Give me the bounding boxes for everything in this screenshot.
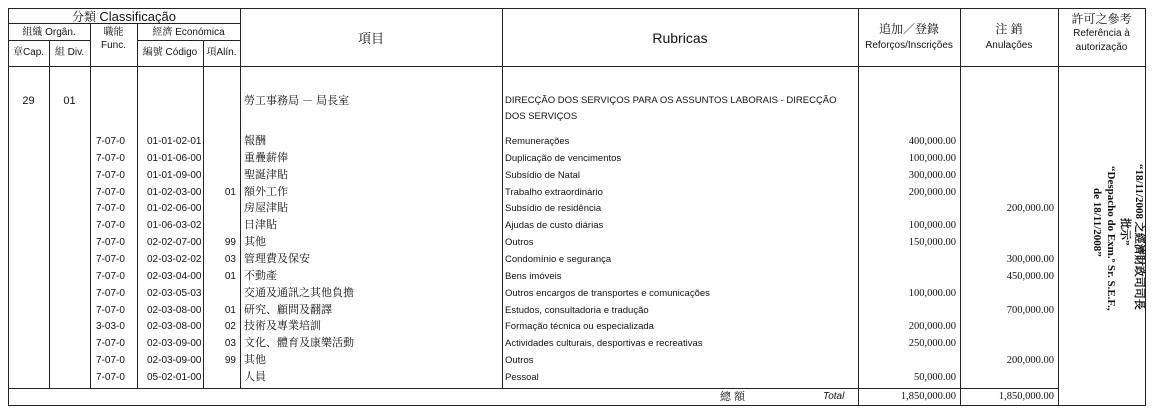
col-rule-item (502, 8, 503, 388)
row-reforco: 150,000.00 (908, 237, 956, 249)
row-func: 7-07-0 (96, 304, 125, 316)
col-rule-rubricas (858, 8, 859, 406)
row-rubrica: Outros (505, 237, 534, 249)
total-label-pt: Total (823, 391, 845, 402)
row-rubrica: Subsídio de Natal (505, 169, 580, 181)
header-func-pt: Func. (100, 40, 126, 51)
header-func-zh: 職能 (103, 27, 124, 38)
row-reforco: 200,000.00 (908, 186, 956, 198)
row-item-zh: 房屋津貼 (244, 202, 288, 215)
row-rubrica: Condomínio e segurança (505, 253, 612, 265)
row-rubrica: Actividades culturais, desportivas e recreativas (505, 338, 703, 350)
row-func: 7-07-0 (96, 203, 125, 215)
header-reforcos-pt: Reforços/Inscrições (865, 40, 953, 51)
row-func: 7-07-0 (96, 355, 125, 367)
row-item-zh: 其他 (244, 236, 266, 249)
row-func: 7-07-0 (96, 287, 125, 299)
table-bottom-border (8, 405, 1146, 406)
section-cap: 29 (22, 95, 35, 107)
row-rubrica: Remunerações (505, 136, 570, 147)
row-func: 7-07-0 (96, 237, 125, 249)
row-func: 7-07-0 (96, 169, 125, 181)
header-economic: 經濟 Económica (152, 27, 225, 38)
header-ref-pt-1: Referência à (1073, 28, 1130, 39)
row-code: 01-01-09-00 (147, 169, 202, 181)
header-reforcos-zh: 追加／登錄 (878, 22, 939, 36)
row-code: 01-06-03-02 (147, 220, 202, 232)
row-code: 05-02-01-00 (147, 371, 202, 383)
total-reforcos: 1,850,000.00 (900, 391, 956, 402)
section-div: 01 (63, 95, 76, 107)
row-item-zh: 重疊薪俸 (244, 151, 288, 164)
row-anulacao: 700,000.00 (1006, 304, 1054, 316)
header-alin: 項Alín. (206, 47, 237, 58)
row-rubrica: Bens imóveis (505, 270, 562, 282)
row-alin: 03 (224, 338, 236, 350)
row-code: 02-03-02-02 (147, 253, 202, 265)
row-reforco: 100,000.00 (908, 152, 956, 164)
row-item-zh: 其他 (244, 354, 266, 367)
row-item-zh: 額外工作 (244, 185, 288, 198)
row-rubrica: Outros (505, 355, 534, 367)
row-rubrica: Pessoal (505, 371, 539, 383)
col-rule-alin (240, 8, 241, 388)
col-rule-div (90, 23, 91, 388)
budget-document (8, 8, 1146, 406)
reference-line-3: “Despacho do Exm.º Sr. S.E.F., (1105, 166, 1117, 311)
row-func: 3-03-0 (96, 321, 125, 333)
row-code: 02-02-07-00 (147, 237, 202, 249)
row-code: 02-03-05-03 (147, 287, 202, 299)
row-rubrica: Estudos, consultadoria e tradução (505, 304, 649, 316)
row-func: 7-07-0 (96, 253, 125, 265)
row-item-zh: 管理費及保安 (244, 252, 310, 265)
reference-line-2: 批示” (1119, 218, 1131, 246)
section-name-pt-2: DOS SERVIÇOS (505, 111, 578, 122)
row-reforco: 400,000.00 (908, 136, 956, 147)
col-rule-reforcos (960, 8, 961, 406)
row-rubrica: Formação técnica ou especializada (505, 321, 654, 333)
row-func: 7-07-0 (96, 152, 125, 164)
row-item-zh: 文化、體育及康樂活動 (244, 337, 354, 350)
row-alin: 01 (224, 270, 236, 282)
row-rubrica: Trabalho extraordinário (505, 186, 603, 198)
row-reforco: 100,000.00 (908, 287, 956, 299)
header-div: 組 Div. (54, 47, 85, 58)
row-anulacao: 300,000.00 (1006, 253, 1054, 265)
row-item-zh: 交通及通訊之其他負擔 (244, 286, 354, 299)
header-anulacoes-pt: Anulações (985, 40, 1033, 51)
table-left-border (8, 8, 9, 406)
row-code: 02-03-08-00 (147, 321, 202, 333)
row-code: 02-03-09-00 (147, 355, 202, 367)
row-rubrica: Subsídio de residência (505, 203, 602, 215)
total-top-border (8, 388, 1058, 389)
row-code: 01-01-06-00 (147, 152, 202, 164)
row-alin: 01 (224, 304, 236, 316)
header-anulacoes-zh: 注 銷 (995, 22, 1023, 36)
header-ref-pt-2: autorização (1075, 42, 1128, 53)
row-anulacao: 450,000.00 (1006, 270, 1054, 282)
row-func: 7-07-0 (96, 186, 125, 198)
row-reforco: 200,000.00 (908, 321, 956, 333)
row-alin: 02 (224, 321, 236, 333)
reference-line-1: “18/11/2008 之經濟財政司司長 (1133, 164, 1145, 310)
header-item: 項目 (357, 31, 384, 46)
col-rule-code (203, 40, 204, 388)
row-func: 7-07-0 (96, 220, 125, 232)
header-bottom-border (8, 66, 1146, 67)
row-code: 02-03-08-00 (147, 304, 202, 316)
total-anulacoes: 1,850,000.00 (998, 391, 1054, 402)
header-organ: 組織 Orgân. (22, 27, 76, 38)
reference-line-4: de 18/11/2008” (1091, 188, 1103, 257)
header-ref-zh: 許可之參考 (1071, 12, 1132, 26)
row-code: 01-01-02-01 (147, 136, 202, 147)
row-item-zh: 人員 (244, 370, 266, 383)
row-reforco: 300,000.00 (908, 169, 956, 181)
row-alin: 03 (224, 253, 236, 265)
section-name-zh: 勞工事務局 － 局長室 (244, 95, 350, 107)
row-alin: 99 (224, 237, 236, 249)
row-code: 02-03-09-00 (147, 338, 202, 350)
row-anulacao: 200,000.00 (1006, 203, 1054, 215)
col-rule-cap (49, 40, 50, 388)
row-item-zh: 研究、顧問及翻譯 (244, 303, 332, 316)
row-code: 02-03-04-00 (147, 270, 202, 282)
header-cap: 章Cap. (12, 47, 45, 58)
row-item-zh: 技術及專業培訓 (244, 320, 321, 333)
row-alin: 01 (224, 186, 236, 198)
row-reforco: 250,000.00 (908, 338, 956, 350)
row-anulacao: 200,000.00 (1006, 355, 1054, 367)
row-rubrica: Ajudas de custo diárias (505, 220, 604, 232)
header-classification: 分類 Classificação (72, 9, 176, 24)
row-item-zh: 日津貼 (244, 219, 277, 232)
table-top-border (8, 8, 1146, 9)
row-func: 7-07-0 (96, 136, 125, 147)
row-func: 7-07-0 (96, 338, 125, 350)
row-item-zh: 報酬 (244, 135, 266, 147)
header-code: 編號 Código (142, 47, 198, 58)
header-rule-2b (137, 40, 240, 41)
section-name-pt-1: DIRECÇÃO DOS SERVIÇOS PARA OS ASSUNTOS LABORAIS - DIRECÇÃO (505, 95, 837, 106)
row-rubrica: Duplicação de vencimentos (505, 152, 622, 164)
row-reforco: 50,000.00 (914, 371, 956, 383)
row-func: 7-07-0 (96, 270, 125, 282)
row-func: 7-07-0 (96, 371, 125, 383)
row-item-zh: 不動產 (244, 269, 277, 282)
authorization-reference (1068, 158, 1145, 311)
header-rubricas: Rubricas (652, 30, 708, 46)
col-rule-func (137, 23, 138, 388)
row-rubrica: Outros encargos de transportes e comunicações (505, 287, 710, 299)
row-code: 01-02-03-00 (147, 186, 202, 198)
row-code: 01-02-06-00 (147, 203, 202, 215)
row-alin: 99 (224, 355, 236, 367)
row-item-zh: 聖誕津貼 (244, 168, 288, 181)
row-reforco: 100,000.00 (908, 220, 956, 232)
total-label-zh: 總 額 (720, 391, 746, 403)
col-rule-anulacoes (1058, 8, 1059, 406)
